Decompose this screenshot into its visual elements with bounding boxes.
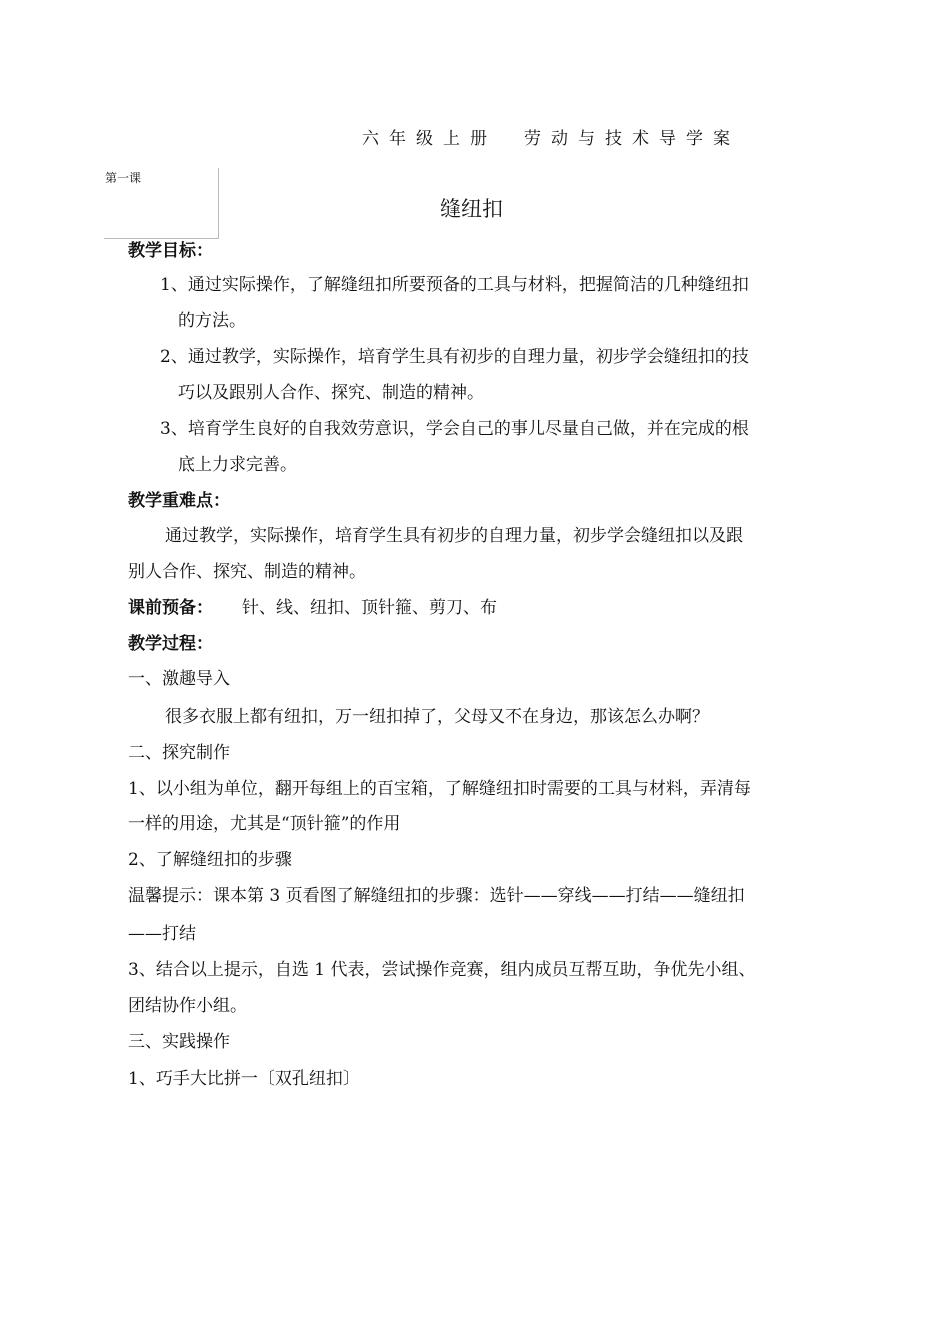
section-2-title: 二、探究制作: [128, 743, 230, 763]
section-2-item-1-line-1: 1、以小组为单位，翻开每组上的百宝箱，了解缝纽扣时需要的工具与材料，弄清每: [128, 779, 751, 799]
section-1-title: 一、激趣导入: [128, 669, 230, 689]
key-points-line-1: 通过教学，实际操作，培育学生具有初步的自理力量，初步学会缝纽扣以及跟: [165, 526, 743, 546]
objective-1-line-1: 1、通过实际操作，了解缝纽扣所要预备的工具与材料，把握简洁的几种缝纽扣: [160, 275, 749, 295]
objective-2-line-2: 巧以及跟别人合作、探究、制造的精神。: [178, 383, 484, 403]
preparation-text: 针、线、纽扣、顶针箍、剪刀、布: [242, 598, 497, 618]
objective-1-line-2: 的方法。: [178, 311, 246, 331]
section-1-text: 很多衣服上都有纽扣，万一纽扣掉了，父母又不在身边，那该怎么办啊？: [165, 707, 709, 727]
objectives-heading: 教学目标：: [128, 241, 213, 261]
key-points-line-2: 别人合作、探究、制造的精神。: [128, 562, 366, 582]
key-points-heading: 教学重难点：: [128, 491, 230, 511]
section-3-title: 三、实践操作: [128, 1032, 230, 1052]
section-2-tip-line-2: ——打结: [128, 924, 196, 944]
page-header: 六年级上册 劳动与技术导学案: [362, 129, 740, 149]
section-2-item-3-line-2: 团结协作小组。: [128, 996, 247, 1016]
section-2-tip-line-1: 温馨提示：课本第 3 页看图了解缝纽扣的步骤：选针——穿线——打结——缝纽扣: [128, 886, 745, 906]
objective-3-line-2: 底上力求完善。: [178, 455, 297, 475]
lesson-number: 第一课: [105, 171, 142, 185]
objective-3-line-1: 3、培育学生良好的自我效劳意识，学会自己的事儿尽量自己做，并在完成的根: [160, 419, 749, 439]
section-3-item-1: 1、巧手大比拼一〔双孔纽扣〕: [128, 1069, 360, 1089]
objective-2-line-1: 2、通过教学，实际操作，培育学生具有初步的自理力量，初步学会缝纽扣的技: [160, 347, 749, 367]
lesson-title: 缝纽扣: [440, 197, 503, 221]
section-2-item-2: 2、了解缝纽扣的步骤: [128, 850, 292, 870]
preparation-heading: 课前预备：: [128, 598, 213, 618]
process-heading: 教学过程：: [128, 634, 213, 654]
section-2-item-3-line-1: 3、结合以上提示，自选 1 代表，尝试操作竞赛，组内成员互帮互助，争优先小组、: [128, 960, 756, 980]
section-2-item-1-line-2: 一样的用途，尤其是“顶针箍”的作用: [128, 814, 401, 834]
